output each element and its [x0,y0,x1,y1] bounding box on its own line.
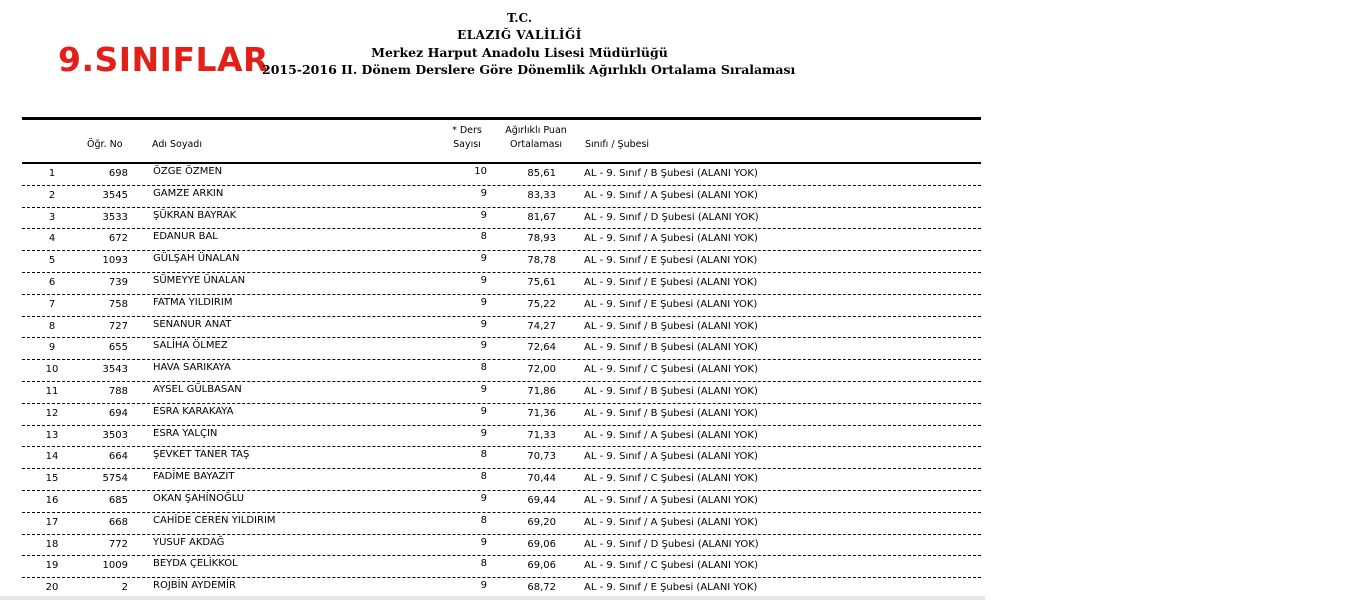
row-name: ROJBİN AYDEMİR [153,580,236,592]
row-sinif: AL - 9. Sınıf / A Şubesi (ALANI YOK) [584,495,758,506]
row-ortalama: 70,44 [527,473,556,485]
row-sinif: AL - 9. Sınıf / A Şubesi (ALANI YOK) [584,516,758,528]
row-sinif: AL - 9. Sınıf / B Şubesi (ALANI YOK) [584,320,758,332]
row-sinif: AL - 9. Sınıf / D Şubesi (ALANI YOK) [584,211,759,223]
row-rank: 2 [48,189,56,201]
row-ogr-no: 655 [108,342,128,354]
row-ders-sayisi: 9 [480,318,487,330]
table-row [22,164,981,186]
table-row [22,469,981,491]
row-ogr-no: 2 [121,582,128,594]
row-ogr-no: 672 [108,233,128,245]
table-row [22,535,981,557]
row-ders-sayisi: 9 [480,187,487,199]
row-sinif: AL - 9. Sınıf / A Şubesi (ALANI YOK) [584,233,758,245]
table-row [22,404,981,426]
table-row [22,447,981,469]
row-sinif: AL - 9. Sınıf / A Şubesi (ALANI YOK) [584,451,758,463]
row-name: SENANUR ANAT [153,318,232,330]
row-ortalama: 71,36 [527,407,556,419]
row-ogr-no: 727 [108,320,128,332]
row-name: FADİME BAYAZIT [153,471,235,483]
row-name: BEYDA ÇELİKKOL [153,558,238,570]
row-ogr-no: 694 [108,407,128,419]
col-header-puan-line2: Ortalaması [509,139,563,150]
col-header-puan-line1: Ağırlıklı Puan [505,125,567,136]
row-ders-sayisi: 9 [480,275,487,286]
row-rank: 14 [45,451,59,463]
row-ortalama: 85,61 [527,168,556,179]
row-ortalama: 70,73 [527,451,556,463]
row-ortalama: 81,67 [527,211,556,223]
row-ortalama: 83,33 [527,189,556,201]
table-row [22,360,981,382]
row-name: SÜMEYYE ÜNALAN [153,275,246,286]
row-ogr-no: 664 [108,451,128,463]
table-row [22,382,981,404]
row-name: CAHİDE CEREN YILDIRIM [153,514,276,526]
col-header-puan [500,125,572,167]
row-rank: 17 [45,516,59,528]
row-ders-sayisi: 9 [480,340,487,352]
header-line-tc: T.C. [506,11,533,25]
row-ders-sayisi: 8 [480,514,487,526]
header-line-school: Merkez Harput Anadolu Lisesi Müdürlüğü [371,45,668,60]
row-name: ESRA YALÇIN [153,427,218,439]
row-ogr-no: 3503 [102,429,128,441]
row-ders-sayisi: 9 [480,427,487,439]
row-sinif: AL - 9. Sınıf / C Şubesi (ALANI YOK) [584,364,758,376]
table-row [22,229,981,251]
table-row [22,556,981,578]
row-ders-sayisi: 9 [480,536,487,548]
row-name: ŞEVKET TANER TAŞ [153,449,250,461]
row-rank: 13 [45,429,59,441]
row-sinif: AL - 9. Sınıf / E Şubesi (ALANI YOK) [584,255,758,267]
row-ortalama: 69,20 [527,516,556,528]
table-top-rule [22,117,981,120]
header-line-valilik: ELAZIĞ VALİLİĞİ [457,28,582,42]
row-ortalama: 74,27 [527,320,556,332]
row-ortalama: 68,72 [527,582,556,594]
row-ders-sayisi: 8 [480,471,487,483]
row-rank: 18 [45,538,59,550]
row-sinif: AL - 9. Sınıf / C Şubesi (ALANI YOK) [584,560,758,572]
row-ders-sayisi: 8 [480,449,487,461]
table-row [22,251,981,273]
row-ders-sayisi: 9 [480,384,487,395]
row-ortalama: 69,44 [527,495,556,506]
row-name: ESRA KARAKAYA [153,405,234,417]
row-sinif: AL - 9. Sınıf / A Şubesi (ALANI YOK) [584,429,758,441]
row-ogr-no: 788 [108,386,128,397]
table-row [22,186,981,208]
row-ortalama: 69,06 [527,538,556,550]
row-ders-sayisi: 9 [480,405,487,417]
row-ders-sayisi: 9 [480,209,487,221]
row-name: AYSEL GÜLBASAN [153,384,242,395]
row-sinif: AL - 9. Sınıf / D Şubesi (ALANI YOK) [584,538,759,550]
page-bottom-edge [0,596,985,600]
row-rank: 19 [45,560,59,572]
row-ortalama: 71,33 [527,429,556,441]
row-sinif: AL - 9. Sınıf / B Şubesi (ALANI YOK) [584,407,758,419]
col-header-sinif: Sınıfı / Şubesi [585,139,650,150]
row-ogr-no: 5754 [102,473,128,485]
row-ogr-no: 3533 [102,211,128,223]
row-name: GÜLŞAH ÜNALAN [153,253,240,265]
row-rank: 7 [48,298,56,310]
row-rank: 10 [45,364,59,376]
row-sinif: AL - 9. Sınıf / B Şubesi (ALANI YOK) [584,342,758,354]
row-rank: 6 [48,277,56,288]
col-header-ders-sayisi [447,125,487,167]
table-row [22,426,981,448]
row-ders-sayisi: 8 [480,362,487,374]
row-name: SALİHA ÖLMEZ [153,340,228,352]
row-ortalama: 78,78 [527,255,556,267]
row-ogr-no: 698 [108,168,128,179]
row-ogr-no: 668 [108,516,128,528]
row-ders-sayisi: 9 [480,580,487,592]
row-name: YUSUF AKDAĞ [153,536,225,548]
row-rank: 8 [48,320,56,332]
col-header-adi-soyadi: Adı Soyadı [152,139,202,150]
row-sinif: AL - 9. Sınıf / C Şubesi (ALANI YOK) [584,473,758,485]
table-row [22,338,981,360]
row-name: OKAN ŞAHİNOĞLU [153,493,245,504]
table-row [22,208,981,230]
row-rank: 16 [45,495,59,506]
row-rank: 1 [48,168,56,179]
row-ogr-no: 739 [108,277,128,288]
row-name: GAMZE ARKIN [153,187,224,199]
row-rank: 9 [48,342,56,354]
row-rank: 20 [45,582,59,594]
header-line-report: 2015-2016 II. Dönem Derslere Göre Dönemlik Ağırlıklı Ortalama Sıralaması [262,62,796,77]
row-ogr-no: 1009 [102,560,128,572]
row-name: FATMA YILDIRIM [153,296,233,308]
row-sinif: AL - 9. Sınıf / A Şubesi (ALANI YOK) [584,189,758,201]
table-row [22,317,981,339]
row-name: ŞÜKRAN BAYRAK [153,209,237,221]
row-ders-sayisi: 8 [480,558,487,570]
row-ortalama: 75,22 [527,298,556,310]
row-rank: 15 [45,473,59,485]
row-rank: 12 [45,407,59,419]
table-row [22,491,981,513]
table-row [22,273,981,295]
grade-title: 9.SINIFLAR [58,40,269,79]
row-ogr-no: 3543 [102,364,128,376]
col-header-ders-line1: * Ders [452,125,482,136]
row-name: EDANUR BAL [153,231,218,243]
row-ders-sayisi: 8 [480,231,487,243]
row-sinif: AL - 9. Sınıf / B Şubesi (ALANI YOK) [584,168,758,179]
row-ogr-no: 685 [108,495,128,506]
row-name: HAVA SARIKAYA [153,362,231,374]
row-ogr-no: 1093 [102,255,128,267]
table-row [22,295,981,317]
row-ogr-no: 758 [108,298,128,310]
row-rank: 11 [45,386,59,397]
row-rank: 5 [48,255,56,267]
row-ogr-no: 3545 [102,189,128,201]
row-ortalama: 69,06 [527,560,556,572]
row-sinif: AL - 9. Sınıf / E Şubesi (ALANI YOK) [584,582,758,594]
row-rank: 4 [48,233,56,245]
row-ortalama: 72,00 [527,364,556,376]
row-sinif: AL - 9. Sınıf / E Şubesi (ALANI YOK) [584,298,758,310]
row-ogr-no: 772 [108,538,128,550]
row-rank: 3 [48,211,56,223]
row-ortalama: 78,93 [527,233,556,245]
row-ders-sayisi: 9 [480,253,487,265]
row-name: ÖZGE ÖZMEN [153,166,223,177]
row-ders-sayisi: 9 [480,296,487,308]
table-row [22,513,981,535]
row-ortalama: 71,86 [527,386,556,397]
col-header-ogr-no: Öğr. No [87,139,123,150]
row-sinif: AL - 9. Sınıf / E Şubesi (ALANI YOK) [584,277,758,288]
row-ortalama: 72,64 [527,342,556,354]
row-ortalama: 75,61 [527,277,556,288]
document-header [262,10,796,78]
row-sinif: AL - 9. Sınıf / B Şubesi (ALANI YOK) [584,386,758,397]
row-ders-sayisi: 9 [480,493,487,504]
col-header-ders-line2: Sayısı [453,139,481,150]
row-ders-sayisi: 10 [474,166,487,177]
